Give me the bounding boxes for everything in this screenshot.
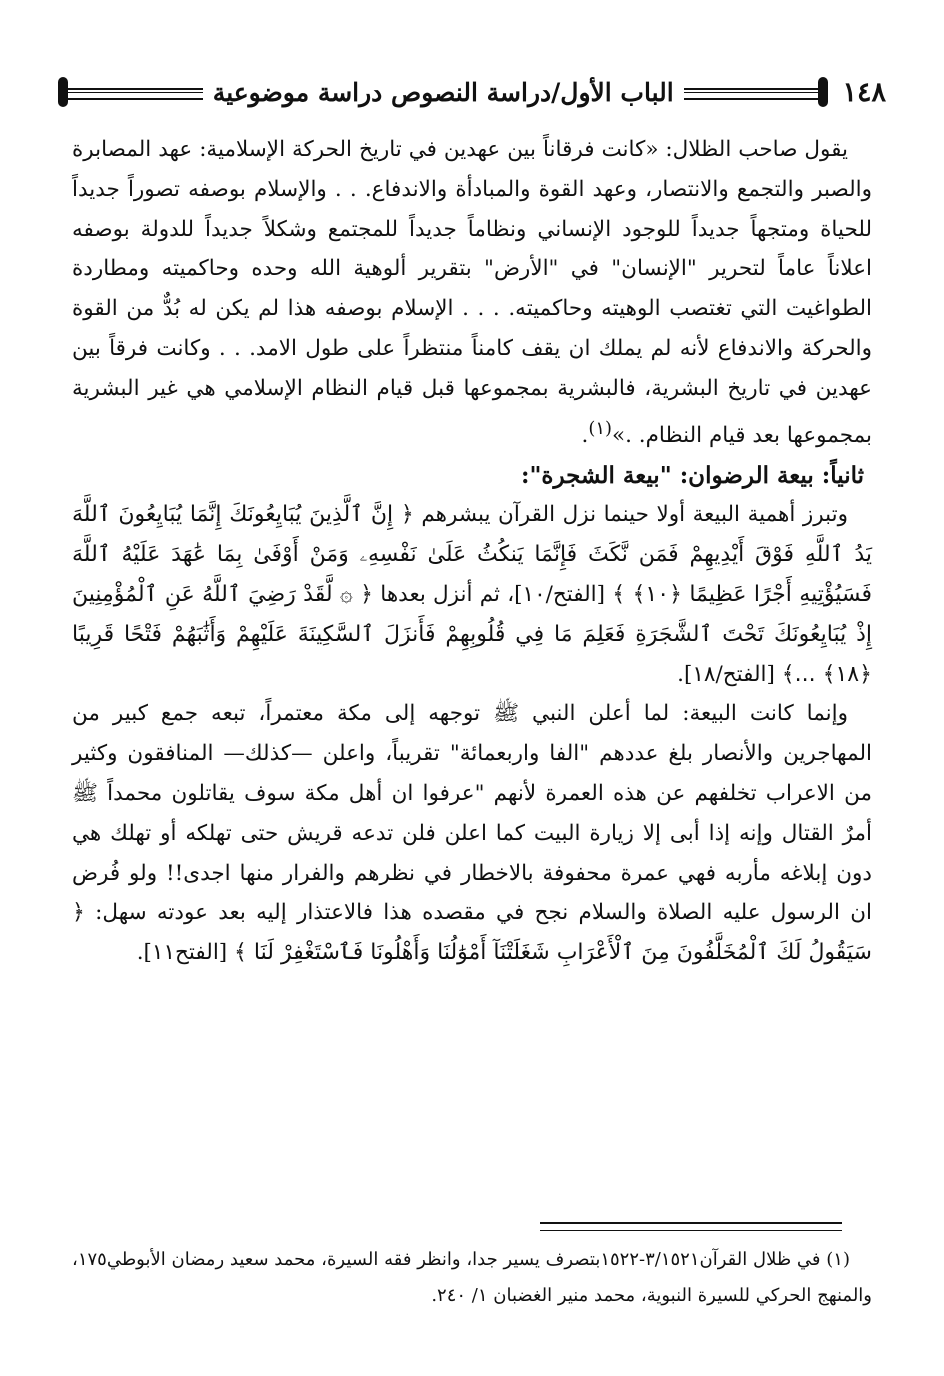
ornament-cap-right bbox=[818, 77, 828, 107]
paragraph-bayah bbox=[72, 495, 872, 694]
quran-verse: ﴿ سَيَقُولُ لَكَ ٱلْمُخَلَّفُونَ مِنَ ٱلْأَعْرَابِ شَغَلَتْنَآ أَمْوَٰلُنَا وَأَهْلُونَا فَٱسْتَغْفِرْ لَنَا ﴾ bbox=[72, 900, 872, 966]
quran-verse: ﴿ إِنَّ ٱلَّذِينَ يُبَايِعُونَكَ إِنَّمَا يُبَايِعُونَ ٱللَّهَ يَدُ ٱللَّهِ فَوْقَ أَيْدِيهِمْ فَمَن نَّكَثَ فَإِنَّمَا يَنكُثُ عَلَىٰ نَفْسِهِۦ وَمَنْ أَوْفَىٰ بِمَا عَٰهَدَ عَلَيْهُ ٱللَّهَ فَسَيُؤْتِيهِ أَجْرًا عَظِيمًا ﴿١٠﴾ ﴾ bbox=[72, 502, 872, 607]
ornament-rule-left bbox=[68, 85, 203, 99]
footnote-separator bbox=[540, 1222, 842, 1231]
section-heading: ثانياً: بيعة الرضوان: "بيعة الشجرة": bbox=[520, 461, 864, 489]
footnote-area bbox=[72, 1242, 872, 1314]
verse-reference: [الفتح/١٠]، ثم أنزل بعدها bbox=[380, 581, 606, 607]
ornament-rule-right bbox=[684, 85, 819, 99]
main-text bbox=[72, 130, 872, 973]
page-header bbox=[58, 68, 886, 116]
verse-reference: [الفتح/١٨]. bbox=[677, 661, 775, 687]
verse-reference: [الفتح١١]. bbox=[136, 940, 228, 966]
quran-verse: ﴿ ۞ لَّقَدْ رَضِيَ ٱللَّهُ عَنِ ٱلْمُؤْمِنِينَ إِذْ يُبَايِعُونَكَ تَحْتَ ٱلشَّجَرَةِ فَعَلِمَ مَا فِي قُلُوبِهِمْ فَأَنزَلَ ٱلسَّكِينَةَ عَلَيْهِمْ وَأَثَٰبَهُمْ فَتْحًا قَرِيبًا ﴿١٨﴾ ...﴾ bbox=[72, 581, 872, 687]
page-number: ١٤٨ bbox=[842, 76, 886, 108]
ornament-cap-left bbox=[58, 77, 68, 107]
paragraph-text: وإنما كانت البيعة: لما أعلن النبي ﷺ توجهه إلى مكة معتمراً، تبعه جمع كبير من المهاجرين والأنصار بلغ عددهم "الفا واربعمائة" تقريباً، واعلن —كذلك— المنافقون وكثير من الاعراب تخلفهم عن هذه العمرة لأنهم "عرفوا ان أهل مكة سوف يقاتلون محمداً ﷺ أمرٌ القتال وإنه إذا أبى إلا زيارة البيت كما اعلن فلن تدعه قريش حتى تهلكه أو تهلك هي دون إبلاغه مأربه فهي عمرة محفوفة بالاخطار في نظرهم والفرار منها اجدى!! ولو فُرض ان الرسول عليه الصلاة والسلام نجح في مقصده هذا فالاعتذار إليه بعد عودته سهل: bbox=[72, 701, 872, 926]
footnote-text: (١) في ظلال القرآن٣/١٥٢١-١٥٢٢بتصرف يسير جدا، وانظر فقه السيرة، محمد سعيد رمضان الأبوطي١٧٥، والمنهج الحركي للسيرة النبوية، محمد منير الغضبان ١/ ٢٤٠. bbox=[72, 1249, 872, 1306]
paragraph-quote bbox=[72, 130, 872, 456]
paragraph-text: وتبرز أهمية البيعة أولا حينما نزل القرآن يبشرهم bbox=[421, 502, 848, 528]
paragraph-context bbox=[72, 694, 872, 973]
quote-text: يقول صاحب الظلال: «كانت فرقاناً بين عهدين في تاريخ الحركة الإسلامية: عهد المصابرة والصبر والتجمع والانتصار، وعهد القوة والمبادأة والاندفاع. . . والإسلام بوصفه تصوراً جديداً للحياة ومتجهاً جديداً للوجود الإنساني ونظاماً جديداً للمجتمع وشكلاً جديداً للدولة بوصفه اعلاناً عاماً لتحرير "الإنسان" في "الأرض" بتقرير ألوهية الله وحده وحاكميته ومطاردة الطواغيت التي تغتصب الوهيته وحاكميته. . . . الإسلام بوصفه هذا لم يكن له بُدٌّ من القوة والحركة والاندفاع لأنه لم يملك ان يقف كامناً منتظراً على طول الامد. . . وكانت فرقاً بين عهدين في تاريخ البشرية، فالبشرية بمجموعها قبل قيام النظام الإسلامي هي غير البشرية بمجموعها بعد قيام النظام. .» bbox=[72, 137, 872, 448]
running-title: الباب الأول/دراسة النصوص دراسة موضوعية bbox=[212, 77, 674, 107]
quote-end: . bbox=[581, 422, 589, 448]
footnote-marker: (١) bbox=[588, 417, 612, 439]
